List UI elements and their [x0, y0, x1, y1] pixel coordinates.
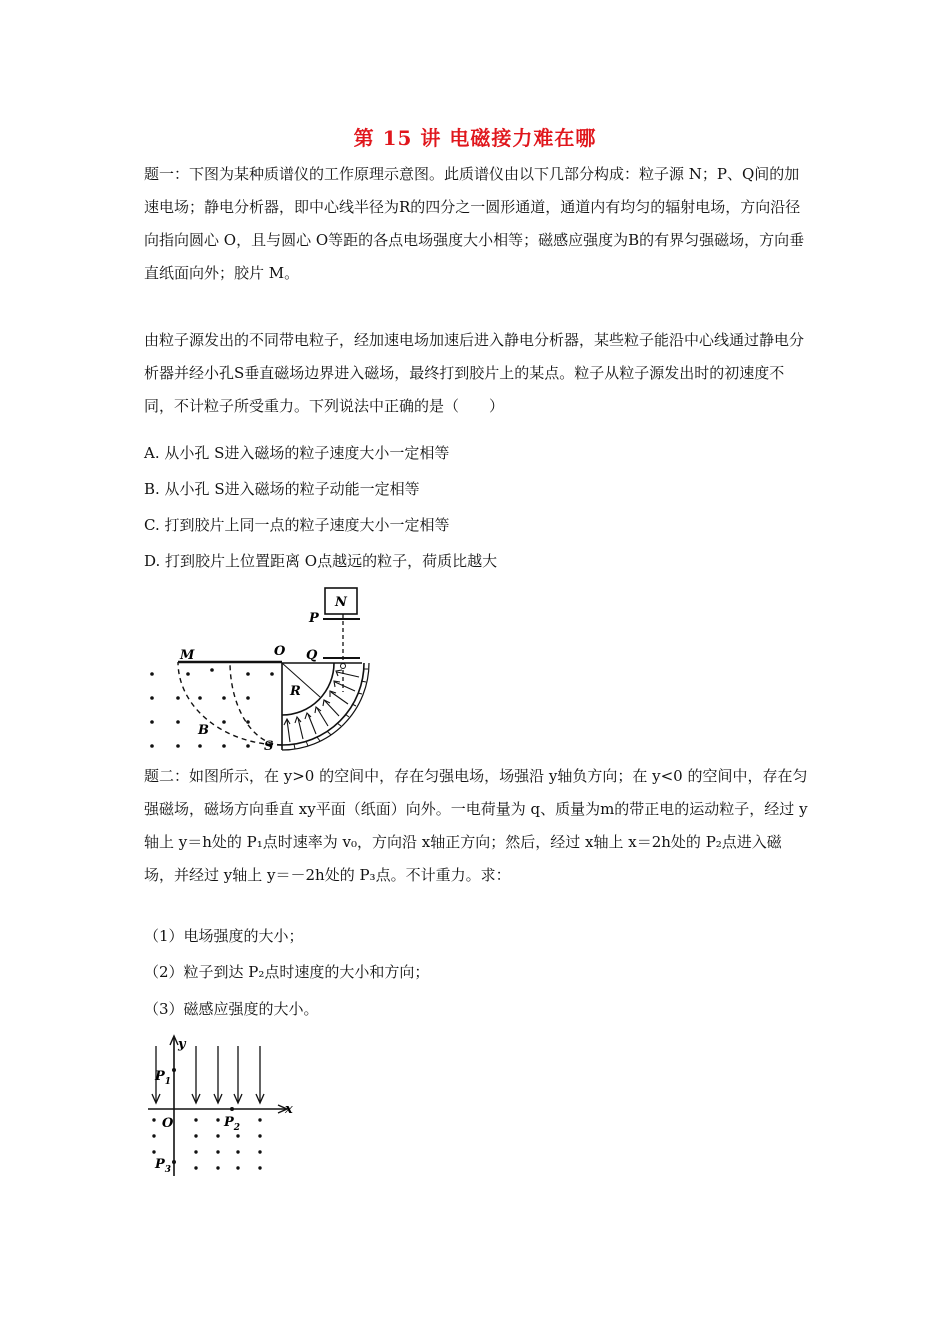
label-p1: $P_1$	[155, 1069, 172, 1087]
option-a: A. 从小孔 S进入磁场的粒子速度大小一定相等	[144, 444, 450, 462]
coordinate-figure	[140, 1030, 310, 1180]
page-title: 第 15 讲 电磁接力难在哪	[353, 126, 597, 150]
label-y: y	[178, 1037, 186, 1052]
label-m: M	[180, 648, 195, 663]
label-p3: $P_3$	[155, 1157, 172, 1175]
magnetic-field-dots	[150, 668, 274, 748]
sub-question-1: （1）电场强度的大小；	[144, 927, 304, 945]
sub-question-3: （3）磁感应强度的大小。	[144, 1000, 319, 1018]
option-b: B. 从小孔 S进入磁场的粒子动能一定相等	[144, 480, 420, 498]
label-origin: O	[162, 1116, 174, 1131]
label-s: S	[264, 739, 274, 754]
label-b: B	[198, 723, 209, 738]
question-1-setup: 由粒子源发出的不同带电粒子，经加速电场加速后进入静电分析器，某些粒子能沿中心线通过静电分析器并经小孔S垂直磁场边界进入磁场，最终打到胶片上的某点。粒子从粒子源发出时的初速度不同，不计粒子所受重力。下列说法中正确的是（ ）	[144, 331, 805, 415]
point-p2	[230, 1107, 234, 1111]
point-p1	[172, 1068, 176, 1072]
field-arrows	[284, 670, 359, 742]
option-d: D. 打到胶片上位置距离 O点越远的粒子，荷质比越大	[144, 552, 498, 570]
option-c: C. 打到胶片上同一点的粒子速度大小一定相等	[144, 516, 450, 534]
label-x: x	[285, 1102, 293, 1117]
electric-field-arrows	[152, 1046, 264, 1103]
hole-s	[341, 664, 346, 669]
question-1-stem: 题一：下图为某种质谱仪的工作原理示意图。此质谱仪由以下几部分构成：粒子源 N；P、Q间的加速电场；静电分析器，即中心线半径为R的四分之一圆形通道，通道内有均匀的辐射电场，方向沿径向指向圆心 O，且与圆心 O等距的各点电场强度大小相等；磁感应强度为B的有界匀强磁场，方向垂直纸面向外；胶片 M。	[144, 165, 805, 282]
label-p: P	[309, 611, 319, 626]
label-o: O	[274, 644, 286, 659]
point-p3	[172, 1160, 176, 1164]
label-r: R	[290, 684, 301, 699]
question-2-stem: 题二：如图所示，在 y>0 的空间中，存在匀强电场，场强沿 y轴负方向；在 y<0 的空间中，存在匀强磁场，磁场方向垂直 xy平面（纸面）向外。一电荷量为 q、质量为m的带正电的运动粒子，经过 y轴上 y＝h处的 P₁点时速率为 v₀，方向沿 x轴正方向；然后，经过 x轴上 x＝2h处的 P₂点进入磁场，并经过 y轴上 y＝－2h处的 P₃点。不计重力。求：	[144, 767, 808, 884]
label-p2: $P_2$	[224, 1115, 241, 1133]
trajectory-inner	[230, 662, 282, 745]
mass-spectrometer-figure	[140, 582, 380, 754]
sub-question-2: （2）粒子到达 P₂点时速度的大小和方向；	[144, 963, 430, 981]
label-n: N	[335, 595, 347, 610]
radius-line	[282, 663, 320, 697]
label-q: Q	[306, 648, 318, 663]
